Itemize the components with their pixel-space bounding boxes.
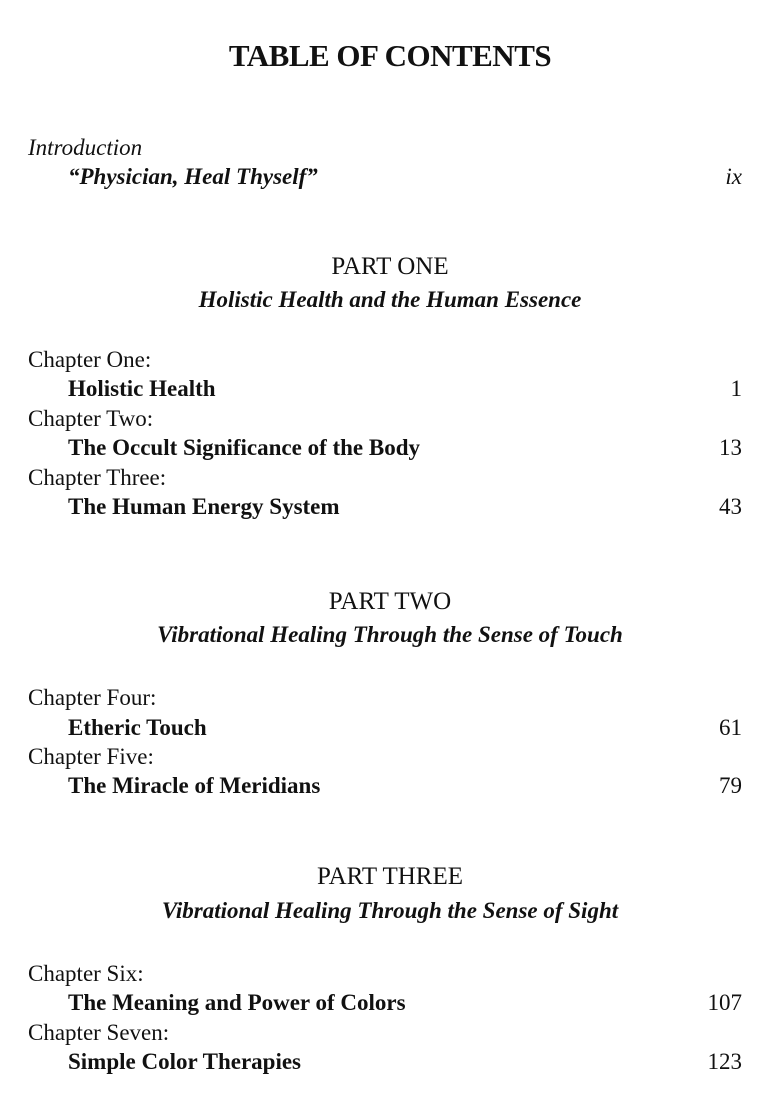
part-subtitle: Vibrational Healing Through the Sense of Touch — [157, 622, 623, 647]
page-number: 123 — [707, 1049, 742, 1074]
page-number: 79 — [719, 773, 742, 798]
chapter-label: Chapter Three: — [28, 465, 167, 490]
chapter-label-row — [0, 463, 780, 493]
chapter-label: Chapter Seven: — [28, 1020, 170, 1045]
chapter-title: The Meaning and Power of Colors — [68, 990, 406, 1015]
chapter-label-row — [0, 345, 780, 375]
part-heading: PART TWO — [328, 588, 452, 615]
toc-entry — [0, 433, 780, 463]
part-heading: PART THREE — [317, 863, 463, 890]
page-number: 13 — [719, 435, 742, 460]
page-number: 61 — [719, 715, 742, 740]
chapter-title: Simple Color Therapies — [68, 1049, 301, 1074]
page-number: 43 — [719, 494, 742, 519]
part-heading: PART ONE — [331, 253, 449, 280]
part-subtitle: Holistic Health and the Human Essence — [198, 287, 582, 312]
page-number: 107 — [707, 990, 742, 1015]
page-number: 1 — [730, 376, 742, 401]
toc-entry — [0, 713, 780, 743]
chapter-label-row — [0, 1018, 780, 1048]
toc-entry — [0, 374, 780, 404]
chapter-label-row — [0, 959, 780, 989]
chapter-label-row — [0, 683, 780, 713]
chapter-label: Chapter Six: — [28, 961, 144, 986]
toc-entry — [0, 492, 780, 522]
toc-entry — [0, 988, 780, 1018]
page-title: TABLE OF CONTENTS — [228, 38, 552, 73]
chapter-label-row — [0, 742, 780, 772]
chapter-label-row — [0, 404, 780, 434]
part-subtitle: Vibrational Healing Through the Sense of Sight — [161, 898, 619, 923]
toc-entry-intro — [0, 162, 780, 192]
chapter-label: Chapter Two: — [28, 406, 154, 431]
chapter-title: The Human Energy System — [68, 494, 340, 519]
chapter-label: Chapter Four: — [28, 685, 157, 710]
intro-label-row — [0, 133, 780, 163]
toc-entry — [0, 1047, 780, 1077]
chapter-label: Chapter One: — [28, 347, 152, 372]
chapter-label: Chapter Five: — [28, 744, 154, 769]
chapter-title: The Miracle of Meridians — [68, 773, 321, 798]
intro-label: Introduction — [28, 135, 143, 160]
chapter-title: Etheric Touch — [68, 715, 207, 740]
toc-entry — [0, 771, 780, 801]
chapter-title: Holistic Health — [68, 376, 216, 401]
page-number: ix — [725, 164, 742, 189]
chapter-title: The Occult Significance of the Body — [68, 435, 421, 460]
intro-title: “Physician, Heal Thyself” — [68, 164, 318, 189]
